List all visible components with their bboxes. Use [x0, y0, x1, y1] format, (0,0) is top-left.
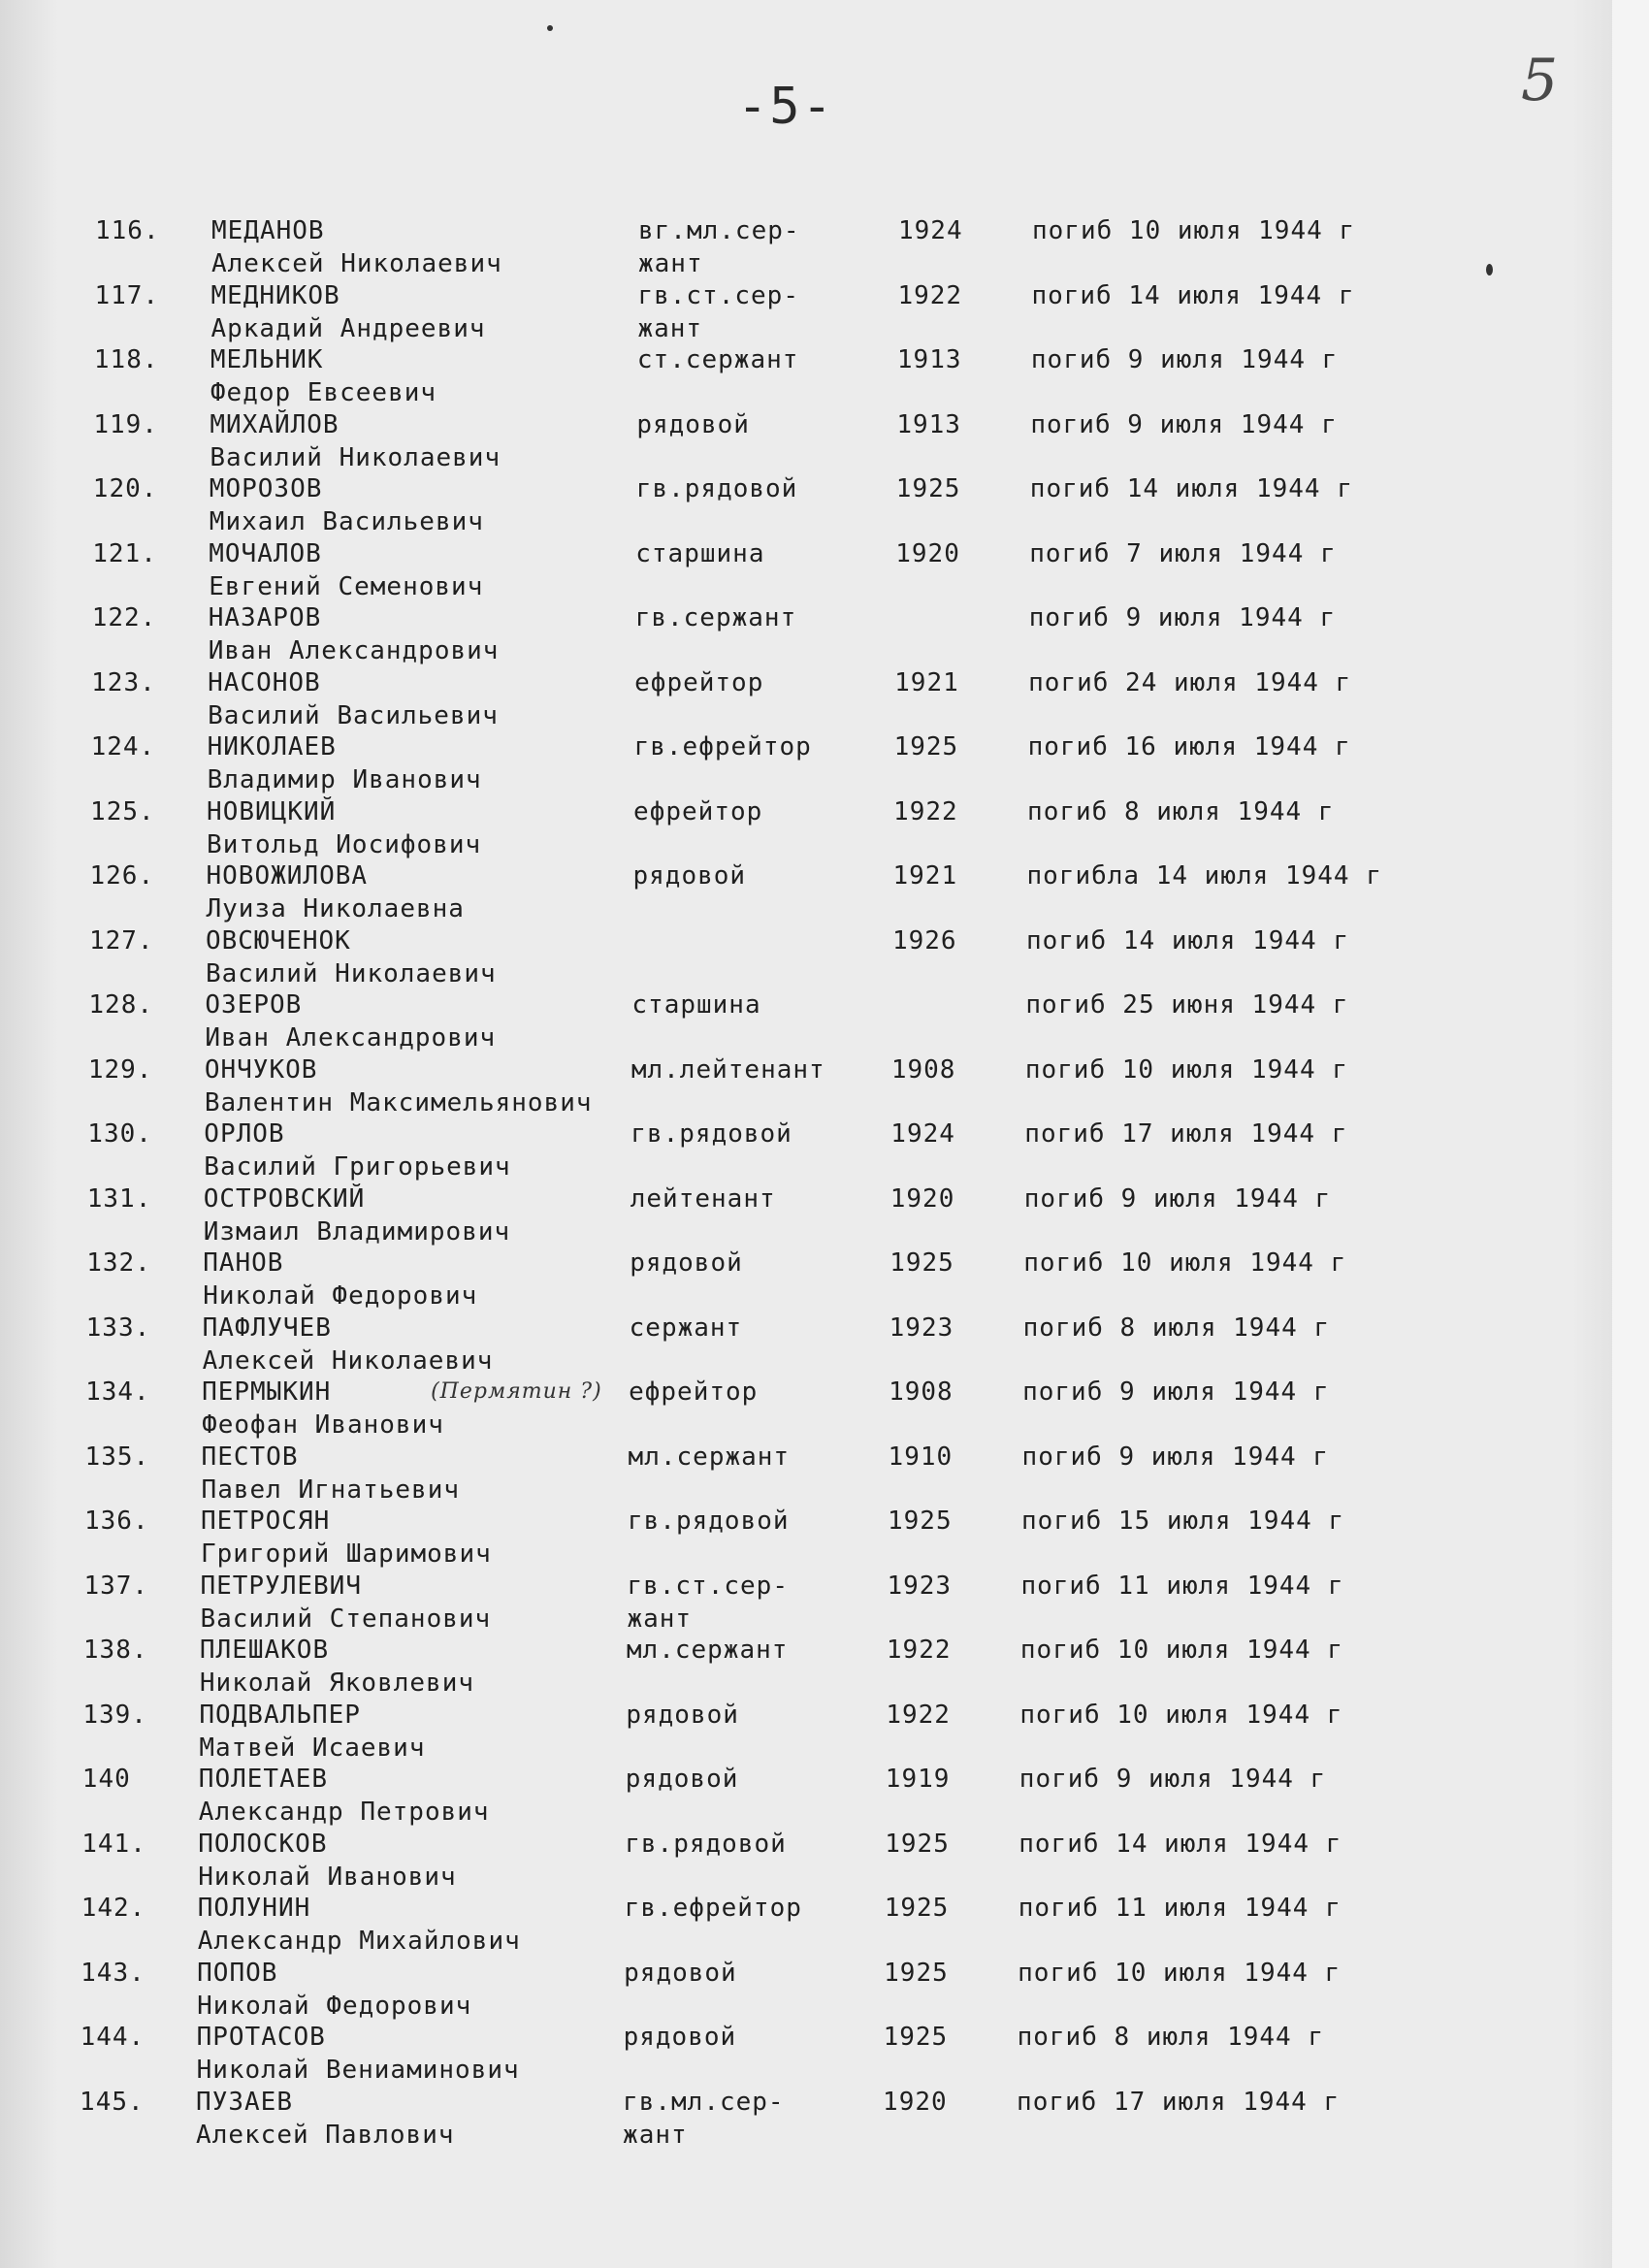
entry-birth-year: 1920 — [889, 1183, 955, 1214]
list-item — [81, 1958, 1594, 2022]
entry-rank: гв.рядовой — [625, 1829, 787, 1859]
entry-number: 139. — [82, 1700, 147, 1730]
entry-birth-year: 1924 — [898, 216, 963, 245]
entry-surname: ОВСЮЧЕНОК — [205, 925, 351, 956]
entry-birth-year: 1925 — [888, 1507, 953, 1536]
entry-birth-year: 1908 — [889, 1377, 954, 1407]
entry-surname: МОЧАЛОВ — [209, 538, 322, 568]
entry-fate: погиб 14 июля 1944 г — [1025, 925, 1350, 956]
entry-surname: НОВОЖИЛОВА — [206, 861, 369, 891]
entry-fate: погиб 14 июля 1944 г — [1018, 1829, 1342, 1859]
entry-given-name: Алексей Павлович — [196, 2120, 455, 2150]
list-item — [80, 2087, 1593, 2151]
list-item — [90, 796, 1603, 860]
entry-fate: погиб 10 июля 1944 г — [1019, 1636, 1343, 1665]
list-item — [93, 473, 1606, 537]
entry-rank: гв.рядовой — [630, 1119, 792, 1149]
entry-rank: гв.ефрейтор — [633, 732, 812, 761]
entry-given-name: Алексей Николаевич — [202, 1345, 494, 1376]
entry-rank: старшина — [631, 990, 761, 1020]
entry-number: 143. — [81, 1958, 146, 1988]
entry-fate: погиб 10 июля 1944 г — [1032, 216, 1356, 245]
entry-given-name: Евгений Семенович — [209, 571, 484, 601]
entry-surname: МЕДНИКОВ — [210, 280, 340, 310]
entry-fate: погиб 10 июля 1944 г — [1024, 1054, 1348, 1085]
entry-given-name: Василий Николаевич — [210, 442, 501, 472]
entry-number: 140 — [81, 1765, 131, 1794]
entry-surname: НИКОЛАЕВ — [207, 732, 337, 761]
entry-number: 128. — [88, 990, 154, 1020]
entry-given-name: Измаил Владимирович — [203, 1216, 511, 1247]
entry-number: 133. — [85, 1312, 151, 1343]
list-item — [81, 1893, 1595, 1957]
entry-rank: мл.сержант — [626, 1636, 789, 1665]
entry-number: 119. — [93, 409, 158, 439]
entry-surname: МИХАЙЛОВ — [210, 409, 340, 439]
entry-rank-continuation: жант — [623, 2120, 688, 2150]
entry-birth-year: 1924 — [890, 1119, 955, 1149]
entry-rank: сержант — [629, 1312, 743, 1343]
entry-number: 138. — [82, 1636, 148, 1665]
entry-fate: погиб 10 июля 1944 г — [1023, 1248, 1347, 1278]
entry-number: 132. — [86, 1248, 151, 1278]
entry-birth-year: 1910 — [888, 1442, 954, 1472]
entry-number: 122. — [91, 603, 157, 632]
entry-given-name: Михаил Васильевич — [209, 507, 484, 536]
entry-rank: ст.сержант — [636, 345, 799, 374]
entry-birth-year: 1922 — [886, 1700, 951, 1730]
list-item — [81, 2022, 1594, 2086]
entry-birth-year: 1925 — [893, 732, 959, 761]
entry-number: 126. — [89, 861, 155, 891]
entry-birth-year: 1908 — [890, 1054, 956, 1085]
list-item — [91, 667, 1604, 731]
entry-surname: ПОЛОСКОВ — [198, 1829, 328, 1859]
entry-birth-year: 1923 — [889, 1312, 954, 1343]
entry-given-name: Иван Александрович — [208, 636, 500, 665]
entry-surname: МОРОЗОВ — [209, 474, 323, 503]
entry-fate: погиб 9 июля 1944 г — [1018, 1765, 1327, 1794]
entry-birth-year: 1913 — [896, 345, 962, 374]
entry-birth-year: 1922 — [893, 796, 958, 826]
entry-surname: ПОЛУНИН — [197, 1894, 311, 1923]
list-item — [82, 1700, 1596, 1764]
entry-given-name: Луиза Николаевна — [206, 894, 465, 923]
entry-fate: погиб 8 июля 1944 г — [1017, 2023, 1325, 2052]
list-item — [95, 215, 1608, 279]
entry-given-name: Григорий Шаримович — [201, 1539, 492, 1569]
entry-surname: МЕЛЬНИК — [210, 345, 324, 374]
entry-fate: погиб 11 июля 1944 г — [1018, 1894, 1342, 1923]
entry-fate: погиб 11 июля 1944 г — [1020, 1571, 1344, 1601]
list-item — [86, 1312, 1600, 1377]
entry-fate: погиб 9 июля 1944 г — [1021, 1442, 1329, 1472]
entry-rank: гв.рядовой — [628, 1507, 790, 1536]
entry-rank: мл.лейтенант — [630, 1054, 825, 1085]
list-item — [84, 1506, 1598, 1570]
list-item — [83, 1635, 1597, 1699]
entry-surname: ПОПОВ — [197, 1958, 278, 1988]
entry-surname: ПОЛЕТАЕВ — [198, 1765, 329, 1794]
entry-rank: ефрейтор — [633, 796, 763, 826]
entry-number: 125. — [90, 796, 155, 826]
entry-surname: ОРЛОВ — [204, 1119, 285, 1149]
entry-rank: гв.ст.сер- — [627, 1571, 789, 1601]
entry-surname: МЕДАНОВ — [211, 216, 325, 245]
entry-fate: погиб 9 июля 1944 г — [1030, 345, 1339, 374]
entry-birth-year: 1925 — [889, 1248, 954, 1278]
entry-rank: рядовой — [624, 1958, 737, 1988]
entry-fate: погиб 16 июля 1944 г — [1027, 732, 1351, 761]
entry-birth-year: 1920 — [883, 2087, 948, 2117]
entry-fate: погиб 10 июля 1944 г — [1019, 1700, 1343, 1730]
entry-surname: НОВИЦКИЙ — [207, 796, 337, 826]
list-item — [86, 1247, 1600, 1312]
entry-rank: рядовой — [632, 861, 747, 891]
list-item — [88, 1054, 1601, 1118]
entry-fate: погиб 9 июля 1944 г — [1023, 1183, 1332, 1214]
entry-given-name: Василий Николаевич — [205, 958, 497, 988]
entry-number: 124. — [90, 732, 156, 761]
entry-birth-year: 1922 — [897, 280, 963, 310]
entry-given-name: Николай Федорович — [203, 1281, 478, 1311]
entry-rank: мл.сержант — [628, 1442, 791, 1472]
entry-fate: погиб 14 июля 1944 г — [1029, 474, 1353, 503]
list-item — [85, 1377, 1599, 1441]
entry-number: 142. — [81, 1894, 146, 1923]
entry-number: 121. — [92, 538, 157, 568]
entry-surname: НАЗАРОВ — [208, 603, 322, 632]
entry-number: 145. — [80, 2087, 145, 2117]
entry-given-name: Феофан Иванович — [202, 1410, 444, 1440]
entry-given-name: Николай Иванович — [198, 1862, 457, 1892]
entry-birth-year: 1913 — [896, 409, 961, 439]
entry-given-name: Витольд Иосифович — [207, 829, 482, 859]
entry-given-name: Николай Яковлевич — [199, 1669, 474, 1698]
entry-fate: погиб 15 июля 1944 г — [1021, 1507, 1345, 1536]
list-item — [87, 1183, 1600, 1247]
entry-number: 130. — [87, 1119, 152, 1149]
entry-birth-year: 1920 — [895, 538, 960, 568]
entry-rank-continuation: жант — [638, 249, 703, 278]
entry-number: 131. — [86, 1183, 152, 1214]
entry-number: 141. — [81, 1829, 146, 1859]
entry-rank: ефрейтор — [634, 667, 764, 697]
entry-surname: НАСОНОВ — [208, 667, 321, 697]
entry-rank: гв.рядовой — [635, 474, 798, 503]
entry-fate: погиб 7 июля 1944 г — [1029, 538, 1337, 568]
entry-given-name: Николай Федорович — [197, 1991, 472, 2021]
entry-rank: ефрейтор — [629, 1377, 759, 1407]
list-item — [90, 860, 1603, 924]
entry-fate: погиб 17 июля 1944 г — [1024, 1119, 1348, 1149]
entry-number: 134. — [85, 1377, 150, 1407]
entry-surname: ОЗЕРОВ — [205, 990, 303, 1020]
list-item — [87, 1118, 1600, 1183]
entry-birth-year: 1925 — [884, 1894, 950, 1923]
entry-given-name: Матвей Исаевич — [199, 1733, 426, 1763]
list-item — [91, 731, 1604, 795]
handwritten-sheet-number: 5 — [1521, 47, 1559, 114]
entry-given-name: Валентин Максимельянович — [204, 1087, 593, 1118]
entry-number: 118. — [93, 345, 159, 374]
entry-given-name: Александр Михайлович — [197, 1927, 521, 1956]
entry-given-name: Алексей Николаевич — [211, 249, 502, 278]
entry-surname: ПЕТРУЛЕВИЧ — [200, 1571, 362, 1601]
entry-given-name: Владимир Иванович — [207, 765, 482, 794]
entry-surname: ОСТРОВСКИЙ — [203, 1183, 366, 1214]
entry-rank: вг.мл.сер- — [638, 216, 800, 245]
entry-birth-year: 1921 — [892, 861, 958, 891]
entry-number: 135. — [84, 1442, 150, 1472]
list-item — [81, 1829, 1595, 1893]
entry-birth-year: 1925 — [883, 2023, 949, 2052]
entry-number: 120. — [92, 474, 158, 503]
entry-surname: ПЕСТОВ — [201, 1442, 299, 1472]
entry-rank: рядовой — [636, 409, 750, 439]
entry-number: 136. — [84, 1507, 149, 1536]
list-item — [89, 925, 1602, 989]
list-item — [85, 1442, 1599, 1506]
entry-surname: ПРОТАСОВ — [196, 2023, 326, 2052]
list-item — [94, 344, 1607, 408]
entry-fate: погиб 17 июля 1944 г — [1017, 2087, 1341, 2117]
entry-rank: рядовой — [623, 2023, 737, 2052]
entry-rank: рядовой — [626, 1700, 739, 1730]
entry-given-name: Павел Игнатьевич — [201, 1474, 460, 1505]
entry-birth-year: 1926 — [891, 925, 957, 956]
entry-fate: погиб 24 июля 1944 г — [1028, 667, 1352, 697]
entry-fate: погиб 8 июля 1944 г — [1027, 796, 1335, 826]
list-item — [93, 409, 1606, 473]
entry-rank: гв.ст.сер- — [637, 280, 799, 310]
list-item — [94, 280, 1607, 344]
entry-number: 127. — [88, 925, 154, 956]
entry-given-name: Аркадий Андреевич — [210, 313, 486, 343]
list-item — [92, 602, 1605, 666]
entry-rank-continuation: жант — [627, 1604, 693, 1634]
entry-surname: ПУЗАЕВ — [196, 2087, 293, 2117]
entry-surname: ПЕРМЫКИН — [202, 1377, 332, 1407]
entry-rank: рядовой — [625, 1765, 739, 1794]
entry-rank: рядовой — [630, 1248, 743, 1278]
entry-fate: погиб 14 июля 1944 г — [1031, 280, 1355, 310]
entry-given-name: Василий Степанович — [200, 1604, 492, 1634]
entry-given-name: Александр Петрович — [198, 1798, 490, 1827]
list-item — [92, 538, 1605, 602]
entry-birth-year: 1925 — [884, 1958, 949, 1988]
entry-given-name: Федор Евсеевич — [210, 378, 437, 407]
entry-number: 116. — [95, 216, 160, 245]
entry-birth-year: 1922 — [886, 1636, 952, 1665]
entry-surname: ПЛЕШАКОВ — [199, 1636, 330, 1665]
entry-fate: погиб 10 июля 1944 г — [1018, 1958, 1342, 1988]
entry-rank: гв.мл.сер- — [623, 2087, 785, 2117]
handwritten-note: (Пермятин ?) — [431, 1379, 602, 1404]
entry-number: 137. — [83, 1571, 149, 1601]
entry-birth-year: 1925 — [895, 474, 961, 503]
entry-surname: ПОДВАЛЬПЕР — [199, 1700, 361, 1730]
entry-birth-year: 1925 — [885, 1829, 950, 1859]
entry-fate: погиб 9 июля 1944 г — [1030, 409, 1338, 439]
entry-fate: погиб 9 июля 1944 г — [1022, 1377, 1330, 1407]
entry-rank-continuation: жант — [637, 313, 703, 343]
entry-surname: ПАФЛУЧЕВ — [202, 1312, 332, 1343]
entry-rank: гв.ефрейтор — [624, 1894, 802, 1923]
entry-number: 129. — [87, 1054, 153, 1085]
entry-rank: лейтенант — [630, 1183, 776, 1214]
page-number: -5- — [737, 78, 834, 136]
entry-birth-year: 1923 — [887, 1571, 953, 1601]
entry-rank: гв.сержант — [634, 603, 797, 632]
entry-number: 123. — [91, 667, 156, 697]
entry-given-name: Василий Григорьевич — [204, 1152, 511, 1182]
list-item — [83, 1571, 1597, 1635]
list-item — [88, 989, 1601, 1053]
entry-surname: ОНЧУКОВ — [204, 1054, 318, 1085]
list-item — [82, 1764, 1596, 1828]
entry-fate: погибла 14 июля 1944 г — [1026, 861, 1382, 891]
entry-rank: старшина — [635, 538, 765, 568]
entry-given-name: Василий Васильевич — [208, 700, 499, 730]
entry-fate: погиб 25 июня 1944 г — [1025, 990, 1349, 1020]
entry-fate: погиб 8 июля 1944 г — [1022, 1312, 1331, 1343]
entry-given-name: Иван Александрович — [205, 1023, 497, 1053]
entry-birth-year: 1921 — [894, 667, 959, 697]
entry-given-name: Николай Вениаминович — [196, 2056, 520, 2085]
entry-fate: погиб 9 июля 1944 г — [1028, 603, 1337, 632]
entry-surname: ПАНОВ — [203, 1248, 284, 1278]
entry-surname: ПЕТРОСЯН — [201, 1507, 331, 1536]
entry-number: 117. — [94, 280, 160, 310]
entry-number: 144. — [80, 2023, 146, 2052]
entry-birth-year: 1919 — [885, 1765, 951, 1794]
